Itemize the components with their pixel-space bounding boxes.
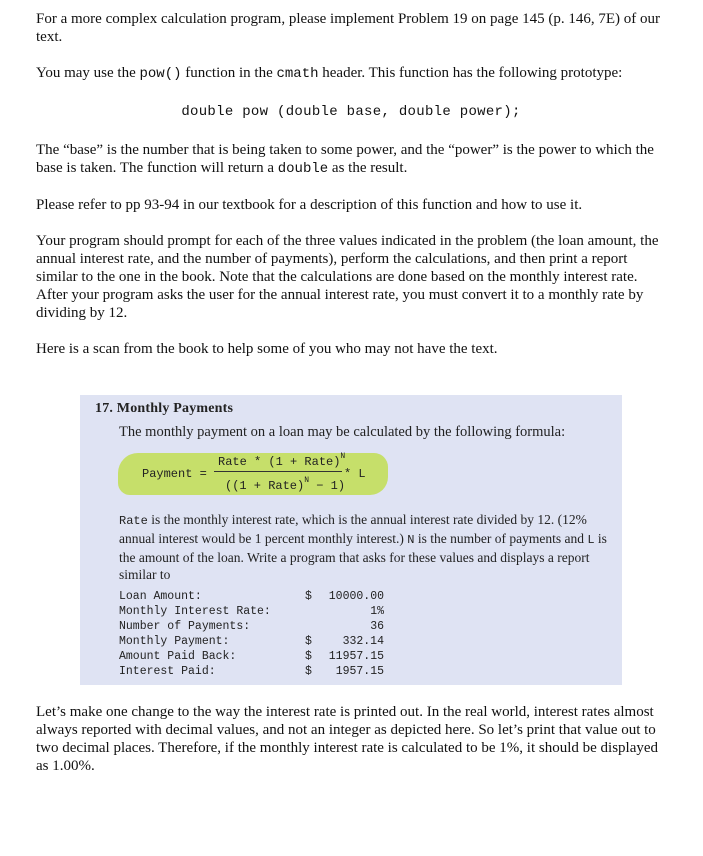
- report-label: Monthly Payment:: [119, 635, 230, 648]
- paragraph-textbook-ref: Please refer to pp 93-94 in our textbook for a description of this function and how to use it.: [36, 197, 583, 213]
- report-row: [119, 649, 384, 664]
- sample-report: [119, 589, 384, 679]
- text-segment: function in the: [181, 65, 277, 81]
- problem-description: [119, 511, 615, 583]
- report-currency: $: [305, 665, 312, 678]
- formula-rhs: * L: [344, 467, 366, 481]
- fraction-bar: [214, 471, 342, 472]
- text-segment: The “base” is the number that is being taken to some power, and the “power” is the power to which the base is taken. The function will return a: [36, 142, 654, 176]
- report-value: 1%: [370, 605, 384, 618]
- report-value: 11957.15: [328, 650, 384, 663]
- paragraph-instructions: Your program should prompt for each of the three values indicated in the problem (the loan amount, the annual interest rate, and the number of payments), perform the calculations, and then print a report similar to the one in the book. Note that the calculations are done based on the monthly interest rate. After your program asks the user for the annual interest rate, you must convert it to a monthly rate by dividing by 12.: [36, 233, 659, 321]
- paragraph-scan-intro: Here is a scan from the book to help some of you who may not have the text.: [36, 341, 498, 357]
- report-currency: $: [305, 635, 312, 648]
- code-pow: pow(): [139, 66, 182, 82]
- problem-heading: 17. Monthly Payments: [95, 401, 234, 416]
- formula-denominator-a: ((1 + Rate): [225, 479, 305, 493]
- text-segment: as the result.: [328, 160, 408, 176]
- report-value: 10000.00: [328, 590, 384, 603]
- code-cmath: cmath: [276, 66, 319, 82]
- pow-prototype: double pow (double base, double power);: [181, 104, 521, 120]
- formula-exponent: N: [304, 476, 310, 485]
- text-segment: header. This function has the following prototype:: [318, 65, 623, 81]
- code-double: double: [277, 161, 329, 177]
- text-segment: is the amount of the loan. Write a program that asks for these values and displays a report similar to: [119, 531, 607, 582]
- formula-lhs: Payment =: [142, 467, 207, 481]
- report-label: Number of Payments:: [119, 620, 251, 633]
- report-row: [119, 634, 384, 649]
- text-segment: You may use the: [36, 65, 140, 81]
- report-value: 332.14: [342, 635, 384, 648]
- paragraph-base-power: [36, 141, 666, 178]
- report-label: Monthly Interest Rate:: [119, 605, 271, 618]
- report-row: [119, 619, 384, 634]
- formula-denominator: [225, 476, 346, 493]
- report-label: Loan Amount:: [119, 590, 202, 603]
- report-value: 1957.15: [335, 665, 384, 678]
- term-n: N: [407, 533, 415, 547]
- problem-intro: The monthly payment on a loan may be calculated by the following formula:: [119, 424, 566, 440]
- report-value: 36: [370, 620, 384, 633]
- report-label: Interest Paid:: [119, 665, 216, 678]
- report-currency: $: [305, 650, 312, 663]
- document-body: [36, 10, 666, 358]
- paragraph-pow-hint: [36, 64, 666, 83]
- paragraph-change-request: Let’s make one change to the way the interest rate is printed out. In the real world, interest rates almost always reported with decimal values, and not an integer as depicted here. So let’s print that value out to two decimal places. Therefore, if the monthly interest rate is calculated to be 1%, it should be displayed as 1.00%.: [36, 704, 659, 774]
- term-l: L: [587, 533, 595, 547]
- term-rate: Rate: [119, 514, 148, 528]
- report-row: [119, 589, 384, 604]
- formula-denominator-b: − 1): [309, 479, 346, 493]
- report-currency: $: [305, 590, 312, 603]
- report-label: Amount Paid Back:: [119, 650, 237, 663]
- formula-numerator-text: Rate * (1 + Rate): [218, 455, 341, 469]
- report-row: [119, 604, 384, 619]
- paragraph-assignment: For a more complex calculation program, please implement Problem 19 on page 145 (p. 146, 7E) of our text.: [36, 11, 661, 45]
- book-scan: [80, 395, 622, 685]
- report-row: [119, 664, 384, 679]
- text-segment: is the monthly interest rate, which is the annual interest rate divided by 12. (12% annual interest would be 1 percent monthly interest.): [119, 512, 587, 546]
- formula-exponent: N: [340, 452, 346, 461]
- formula-numerator: [218, 452, 346, 469]
- text-segment: is the number of payments and: [414, 531, 588, 546]
